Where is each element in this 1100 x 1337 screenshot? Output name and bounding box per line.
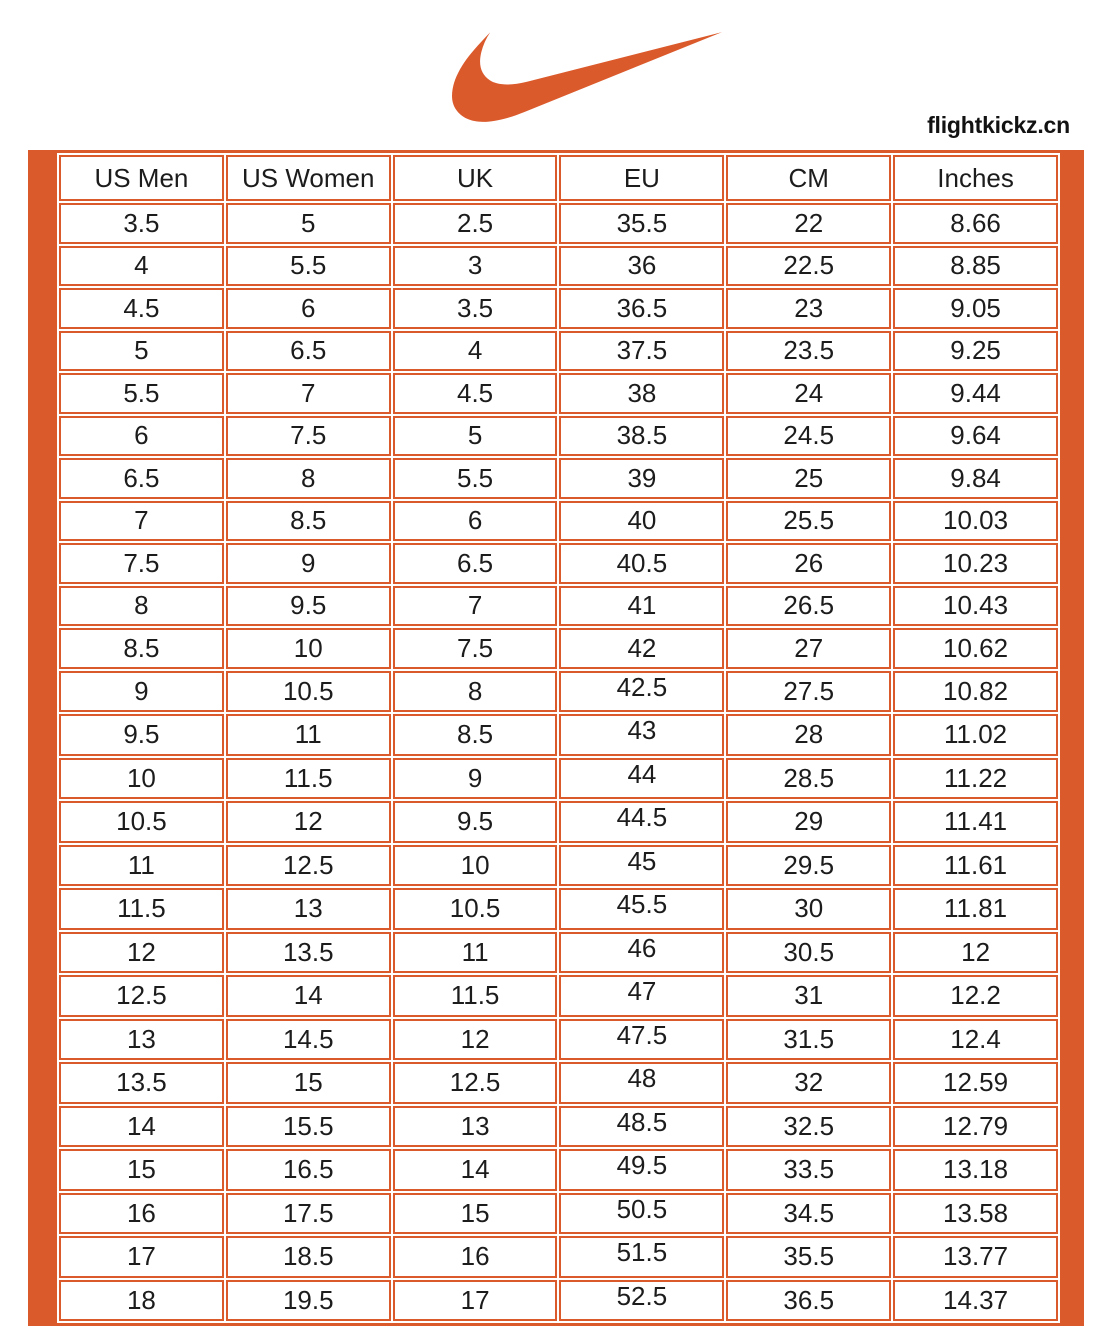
cell-us-women: 13 bbox=[226, 888, 391, 930]
cell-cm: 25 bbox=[726, 458, 891, 499]
size-conversion-table bbox=[57, 153, 1060, 1323]
column-header-cm: CM bbox=[726, 155, 891, 201]
cell-us-men: 16 bbox=[59, 1193, 224, 1235]
column-header-us-women: US Women bbox=[226, 155, 391, 201]
cell-uk: 9.5 bbox=[393, 801, 558, 843]
table-row bbox=[59, 1062, 1058, 1104]
column-header-eu: EU bbox=[559, 155, 724, 201]
cell-us-men: 17 bbox=[59, 1236, 224, 1278]
cell-eu: 36.5 bbox=[559, 288, 724, 329]
table-row bbox=[59, 888, 1058, 930]
cell-eu: 42 bbox=[559, 628, 724, 669]
cell-eu: 47.5 bbox=[559, 1019, 724, 1061]
cell-us-men: 13.5 bbox=[59, 1062, 224, 1104]
cell-us-women: 11 bbox=[226, 714, 391, 756]
cell-us-men: 8.5 bbox=[59, 628, 224, 669]
cell-eu: 39 bbox=[559, 458, 724, 499]
cell-eu: 48.5 bbox=[559, 1106, 724, 1148]
cell-us-women: 14.5 bbox=[226, 1019, 391, 1061]
table-row bbox=[59, 246, 1058, 287]
cell-inches: 8.85 bbox=[893, 246, 1058, 287]
header-row bbox=[59, 155, 1058, 201]
cell-cm: 23.5 bbox=[726, 331, 891, 372]
cell-eu: 43 bbox=[559, 714, 724, 756]
cell-inches: 12.59 bbox=[893, 1062, 1058, 1104]
cell-cm: 28 bbox=[726, 714, 891, 756]
cell-eu: 49.5 bbox=[559, 1149, 724, 1191]
cell-cm: 29.5 bbox=[726, 845, 891, 887]
table-row bbox=[59, 1193, 1058, 1235]
cell-us-women: 13.5 bbox=[226, 932, 391, 974]
cell-uk: 11 bbox=[393, 932, 558, 974]
cell-cm: 36.5 bbox=[726, 1280, 891, 1322]
cell-us-women: 7 bbox=[226, 373, 391, 414]
cell-inches: 9.05 bbox=[893, 288, 1058, 329]
cell-eu: 45.5 bbox=[559, 888, 724, 930]
table-row bbox=[59, 373, 1058, 414]
table-row bbox=[59, 1149, 1058, 1191]
cell-us-men: 12.5 bbox=[59, 975, 224, 1017]
cell-uk: 4.5 bbox=[393, 373, 558, 414]
cell-uk: 17 bbox=[393, 1280, 558, 1322]
cell-us-women: 11.5 bbox=[226, 758, 391, 800]
table-body bbox=[59, 203, 1058, 1321]
cell-us-men: 15 bbox=[59, 1149, 224, 1191]
cell-inches: 10.23 bbox=[893, 543, 1058, 584]
size-chart-table bbox=[28, 150, 1084, 1326]
nike-swoosh-icon bbox=[452, 30, 722, 124]
cell-eu: 42.5 bbox=[559, 671, 724, 713]
cell-uk: 10 bbox=[393, 845, 558, 887]
table-row bbox=[59, 586, 1058, 627]
cell-eu: 38.5 bbox=[559, 416, 724, 457]
cell-uk: 12.5 bbox=[393, 1062, 558, 1104]
cell-us-men: 11.5 bbox=[59, 888, 224, 930]
watermark-text: flightkickz.cn bbox=[927, 112, 1070, 138]
cell-us-men: 3.5 bbox=[59, 203, 224, 244]
cell-cm: 31 bbox=[726, 975, 891, 1017]
cell-eu: 38 bbox=[559, 373, 724, 414]
cell-uk: 6 bbox=[393, 501, 558, 542]
cell-uk: 3 bbox=[393, 246, 558, 287]
cell-eu: 36 bbox=[559, 246, 724, 287]
cell-eu: 40 bbox=[559, 501, 724, 542]
cell-inches: 11.22 bbox=[893, 758, 1058, 800]
cell-us-women: 7.5 bbox=[226, 416, 391, 457]
cell-uk: 9 bbox=[393, 758, 558, 800]
cell-us-women: 10.5 bbox=[226, 671, 391, 713]
cell-cm: 32 bbox=[726, 1062, 891, 1104]
cell-eu: 51.5 bbox=[559, 1236, 724, 1278]
cell-uk: 5 bbox=[393, 416, 558, 457]
cell-us-men: 10 bbox=[59, 758, 224, 800]
cell-us-men: 13 bbox=[59, 1019, 224, 1061]
cell-us-women: 8 bbox=[226, 458, 391, 499]
cell-uk: 5.5 bbox=[393, 458, 558, 499]
cell-inches: 13.18 bbox=[893, 1149, 1058, 1191]
cell-uk: 3.5 bbox=[393, 288, 558, 329]
table-row bbox=[59, 758, 1058, 800]
cell-inches: 11.81 bbox=[893, 888, 1058, 930]
table-row bbox=[59, 458, 1058, 499]
cell-inches: 10.82 bbox=[893, 671, 1058, 713]
cell-us-men: 14 bbox=[59, 1106, 224, 1148]
cell-us-men: 9 bbox=[59, 671, 224, 713]
cell-cm: 34.5 bbox=[726, 1193, 891, 1235]
cell-us-women: 18.5 bbox=[226, 1236, 391, 1278]
cell-uk: 8 bbox=[393, 671, 558, 713]
cell-cm: 26.5 bbox=[726, 586, 891, 627]
table-row bbox=[59, 331, 1058, 372]
cell-uk: 14 bbox=[393, 1149, 558, 1191]
column-header-inches: Inches bbox=[893, 155, 1058, 201]
table-row bbox=[59, 501, 1058, 542]
cell-us-women: 12.5 bbox=[226, 845, 391, 887]
cell-inches: 12 bbox=[893, 932, 1058, 974]
column-header-uk: UK bbox=[393, 155, 558, 201]
cell-us-women: 6.5 bbox=[226, 331, 391, 372]
cell-inches: 14.37 bbox=[893, 1280, 1058, 1322]
cell-us-men: 6.5 bbox=[59, 458, 224, 499]
table-row bbox=[59, 714, 1058, 756]
cell-cm: 26 bbox=[726, 543, 891, 584]
cell-us-men: 12 bbox=[59, 932, 224, 974]
cell-cm: 25.5 bbox=[726, 501, 891, 542]
cell-cm: 24 bbox=[726, 373, 891, 414]
cell-inches: 10.43 bbox=[893, 586, 1058, 627]
cell-us-men: 10.5 bbox=[59, 801, 224, 843]
nike-logo bbox=[452, 30, 722, 124]
cell-us-men: 5 bbox=[59, 331, 224, 372]
cell-us-men: 4.5 bbox=[59, 288, 224, 329]
cell-inches: 9.64 bbox=[893, 416, 1058, 457]
column-header-us-men: US Men bbox=[59, 155, 224, 201]
table-row bbox=[59, 1280, 1058, 1322]
cell-cm: 33.5 bbox=[726, 1149, 891, 1191]
cell-inches: 11.61 bbox=[893, 845, 1058, 887]
cell-eu: 52.5 bbox=[559, 1280, 724, 1322]
cell-eu: 37.5 bbox=[559, 331, 724, 372]
cell-eu: 44 bbox=[559, 758, 724, 800]
cell-us-women: 9 bbox=[226, 543, 391, 584]
cell-cm: 30 bbox=[726, 888, 891, 930]
cell-cm: 30.5 bbox=[726, 932, 891, 974]
cell-cm: 29 bbox=[726, 801, 891, 843]
cell-uk: 11.5 bbox=[393, 975, 558, 1017]
table-row bbox=[59, 932, 1058, 974]
cell-uk: 4 bbox=[393, 331, 558, 372]
cell-us-men: 4 bbox=[59, 246, 224, 287]
cell-us-men: 18 bbox=[59, 1280, 224, 1322]
cell-eu: 47 bbox=[559, 975, 724, 1017]
cell-uk: 7.5 bbox=[393, 628, 558, 669]
cell-eu: 41 bbox=[559, 586, 724, 627]
cell-uk: 8.5 bbox=[393, 714, 558, 756]
cell-inches: 11.02 bbox=[893, 714, 1058, 756]
cell-uk: 2.5 bbox=[393, 203, 558, 244]
table-row bbox=[59, 543, 1058, 584]
cell-inches: 13.77 bbox=[893, 1236, 1058, 1278]
table-row bbox=[59, 1019, 1058, 1061]
cell-inches: 8.66 bbox=[893, 203, 1058, 244]
cell-inches: 10.03 bbox=[893, 501, 1058, 542]
cell-inches: 12.4 bbox=[893, 1019, 1058, 1061]
cell-cm: 24.5 bbox=[726, 416, 891, 457]
table-row bbox=[59, 203, 1058, 244]
cell-us-women: 8.5 bbox=[226, 501, 391, 542]
cell-inches: 9.84 bbox=[893, 458, 1058, 499]
cell-us-women: 15 bbox=[226, 1062, 391, 1104]
left-accent-bar bbox=[31, 153, 57, 1323]
cell-inches: 9.44 bbox=[893, 373, 1058, 414]
cell-us-women: 14 bbox=[226, 975, 391, 1017]
table-row bbox=[59, 801, 1058, 843]
cell-uk: 6.5 bbox=[393, 543, 558, 584]
table-row bbox=[59, 288, 1058, 329]
cell-us-women: 5.5 bbox=[226, 246, 391, 287]
table-row bbox=[59, 416, 1058, 457]
cell-us-women: 12 bbox=[226, 801, 391, 843]
cell-cm: 31.5 bbox=[726, 1019, 891, 1061]
cell-eu: 35.5 bbox=[559, 203, 724, 244]
cell-us-men: 5.5 bbox=[59, 373, 224, 414]
cell-uk: 12 bbox=[393, 1019, 558, 1061]
cell-eu: 50.5 bbox=[559, 1193, 724, 1235]
cell-cm: 35.5 bbox=[726, 1236, 891, 1278]
table-row bbox=[59, 975, 1058, 1017]
cell-us-men: 6 bbox=[59, 416, 224, 457]
cell-cm: 22 bbox=[726, 203, 891, 244]
cell-eu: 46 bbox=[559, 932, 724, 974]
cell-us-women: 9.5 bbox=[226, 586, 391, 627]
table-row bbox=[59, 845, 1058, 887]
cell-inches: 11.41 bbox=[893, 801, 1058, 843]
cell-cm: 27 bbox=[726, 628, 891, 669]
cell-cm: 23 bbox=[726, 288, 891, 329]
cell-eu: 40.5 bbox=[559, 543, 724, 584]
cell-us-men: 11 bbox=[59, 845, 224, 887]
cell-uk: 10.5 bbox=[393, 888, 558, 930]
cell-cm: 22.5 bbox=[726, 246, 891, 287]
cell-us-men: 9.5 bbox=[59, 714, 224, 756]
cell-us-women: 17.5 bbox=[226, 1193, 391, 1235]
cell-inches: 13.58 bbox=[893, 1193, 1058, 1235]
cell-us-men: 8 bbox=[59, 586, 224, 627]
cell-uk: 7 bbox=[393, 586, 558, 627]
cell-cm: 28.5 bbox=[726, 758, 891, 800]
cell-cm: 27.5 bbox=[726, 671, 891, 713]
table-row bbox=[59, 628, 1058, 669]
cell-us-women: 15.5 bbox=[226, 1106, 391, 1148]
cell-inches: 9.25 bbox=[893, 331, 1058, 372]
cell-us-women: 16.5 bbox=[226, 1149, 391, 1191]
cell-inches: 12.79 bbox=[893, 1106, 1058, 1148]
table-row bbox=[59, 1236, 1058, 1278]
cell-inches: 10.62 bbox=[893, 628, 1058, 669]
cell-uk: 13 bbox=[393, 1106, 558, 1148]
table-row bbox=[59, 1106, 1058, 1148]
cell-us-women: 6 bbox=[226, 288, 391, 329]
cell-us-men: 7.5 bbox=[59, 543, 224, 584]
right-accent-bar bbox=[1060, 153, 1081, 1323]
cell-us-women: 19.5 bbox=[226, 1280, 391, 1322]
cell-us-men: 7 bbox=[59, 501, 224, 542]
cell-inches: 12.2 bbox=[893, 975, 1058, 1017]
cell-cm: 32.5 bbox=[726, 1106, 891, 1148]
cell-us-women: 5 bbox=[226, 203, 391, 244]
cell-eu: 45 bbox=[559, 845, 724, 887]
cell-uk: 16 bbox=[393, 1236, 558, 1278]
cell-eu: 44.5 bbox=[559, 801, 724, 843]
cell-uk: 15 bbox=[393, 1193, 558, 1235]
cell-eu: 48 bbox=[559, 1062, 724, 1104]
table-row bbox=[59, 671, 1058, 713]
cell-us-women: 10 bbox=[226, 628, 391, 669]
